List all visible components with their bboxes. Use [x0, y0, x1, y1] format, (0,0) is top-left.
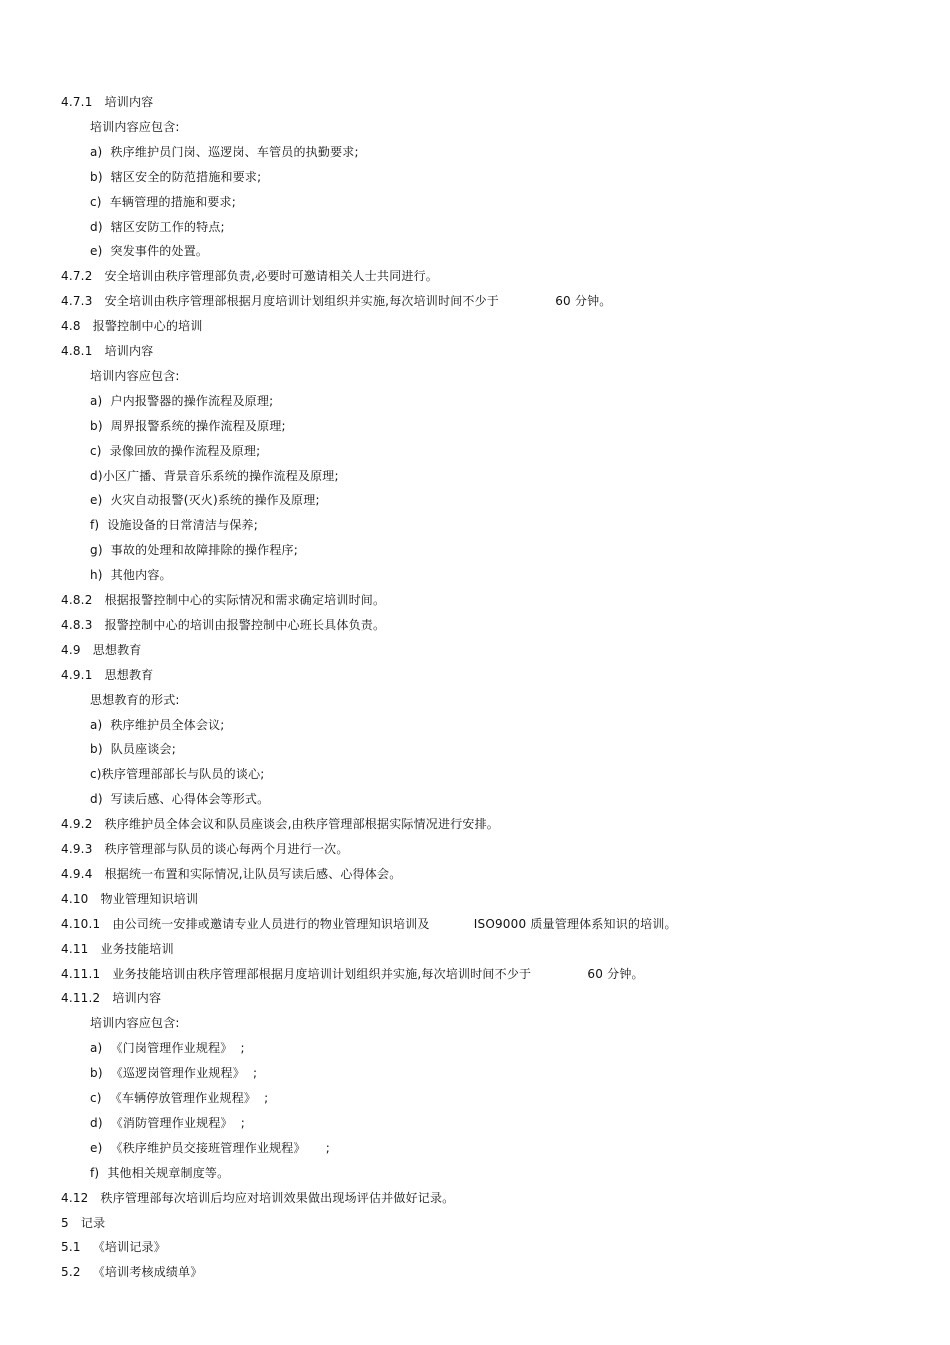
document-line: 4.9.4 根据统一布置和实际情况,让队员写读后感、心得体会。 [61, 866, 402, 881]
document-line: 4.7.1 培训内容 [61, 95, 154, 109]
document-line: 5.2 《培训考核成绩单》 [61, 1265, 203, 1280]
document-line: 4.7.3 安全培训由秩序管理部根据月度培训计划组织并实施,每次培训时间不少于 60 分钟。 [61, 294, 612, 309]
document-line: 4.9.2 秩序维护员全体会议和队员座谈会,由秩序管理部根据实际情况进行安排。 [61, 817, 499, 832]
document-line: a) 户内报警器的操作流程及原理; [90, 393, 274, 408]
document-line: c) 录像回放的操作流程及原理; [90, 443, 261, 458]
document-line: 培训内容应包含: [90, 1016, 180, 1031]
document-line: 4.8.1 培训内容 [61, 344, 154, 358]
document-line: 4.11 业务技能培训 [61, 941, 174, 956]
document-line: 5.1 《培训记录》 [61, 1240, 166, 1255]
document-line: a) 秩序维护员门岗、巡逻岗、车管员的执勤要求; [90, 144, 359, 159]
document-line: 4.11.1 业务技能培训由秩序管理部根据月度培训计划组织并实施,每次培训时间不少于 60 分钟。 [61, 966, 644, 981]
document-line: c) 车辆管理的措施和要求; [90, 194, 236, 209]
document-line: d) 写读后感、心得体会等形式。 [90, 792, 270, 807]
document-line: d) 《消防管理作业规程》 ; [90, 1115, 246, 1130]
document-line: 4.10 物业管理知识培训 [61, 891, 199, 906]
document-line: 4.11.2 培训内容 [61, 991, 162, 1006]
document-line: b) 队员座谈会; [90, 742, 176, 757]
document-line: g) 事故的处理和故障排除的操作程序; [90, 543, 298, 558]
document-line: b) 周界报警系统的操作流程及原理; [90, 418, 286, 433]
document-line: f) 设施设备的日常清洁与保养; [90, 518, 258, 533]
document-line: 4.10.1 由公司统一安排或邀请专业人员进行的物业管理知识培训及 ISO9000 质量管理体系知识的培训。 [61, 916, 677, 931]
document-line: d) 辖区安防工作的特点; [90, 219, 225, 234]
document-line: a) 秩序维护员全体会议; [90, 717, 225, 732]
document-line: b) 辖区安全的防范措施和要求; [90, 169, 262, 184]
document-line: h) 其他内容。 [90, 568, 172, 583]
document-line: 培训内容应包含: [90, 119, 180, 134]
document-line: 4.9.3 秩序管理部与队员的谈心每两个月进行一次。 [61, 842, 349, 856]
document-line: 4.9.1 思想教育 [61, 667, 154, 682]
document-line: 4.9 思想教育 [61, 642, 142, 657]
document-line: c) 《车辆停放管理作业规程》 ; [90, 1091, 269, 1105]
document-line: e) 火灾自动报警(灭火)系统的操作及原理; [90, 493, 320, 508]
document-line: a) 《门岗管理作业规程》 ; [90, 1041, 245, 1056]
document-line: b) 《巡逻岗管理作业规程》 ; [90, 1066, 258, 1081]
document-line: f) 其他相关规章制度等。 [90, 1165, 230, 1180]
document-line: e) 《秩序维护员交接班管理作业规程》 ; [90, 1140, 331, 1155]
document-line: 思想教育的形式: [90, 692, 180, 707]
document-line: 4.12 秩序管理部每次培训后均应对培训效果做出现场评估并做好记录。 [61, 1190, 455, 1205]
document-line: e) 突发事件的处置。 [90, 244, 209, 259]
document-line: 4.8.2 根据报警控制中心的实际情况和需求确定培训时间。 [61, 593, 386, 607]
document-line: c)秩序管理部部长与队员的谈心; [90, 767, 265, 782]
document-line: 5 记录 [61, 1215, 106, 1230]
document-line: d)小区广播、背景音乐系统的操作流程及原理; [90, 468, 339, 483]
document-line: 4.7.2 安全培训由秩序管理部负责,必要时可邀请相关人士共同进行。 [61, 269, 438, 284]
document-line: 4.8.3 报警控制中心的培训由报警控制中心班长具体负责。 [61, 617, 386, 632]
document-line: 培训内容应包含: [90, 368, 180, 383]
document-line: 4.8 报警控制中心的培训 [61, 319, 203, 334]
